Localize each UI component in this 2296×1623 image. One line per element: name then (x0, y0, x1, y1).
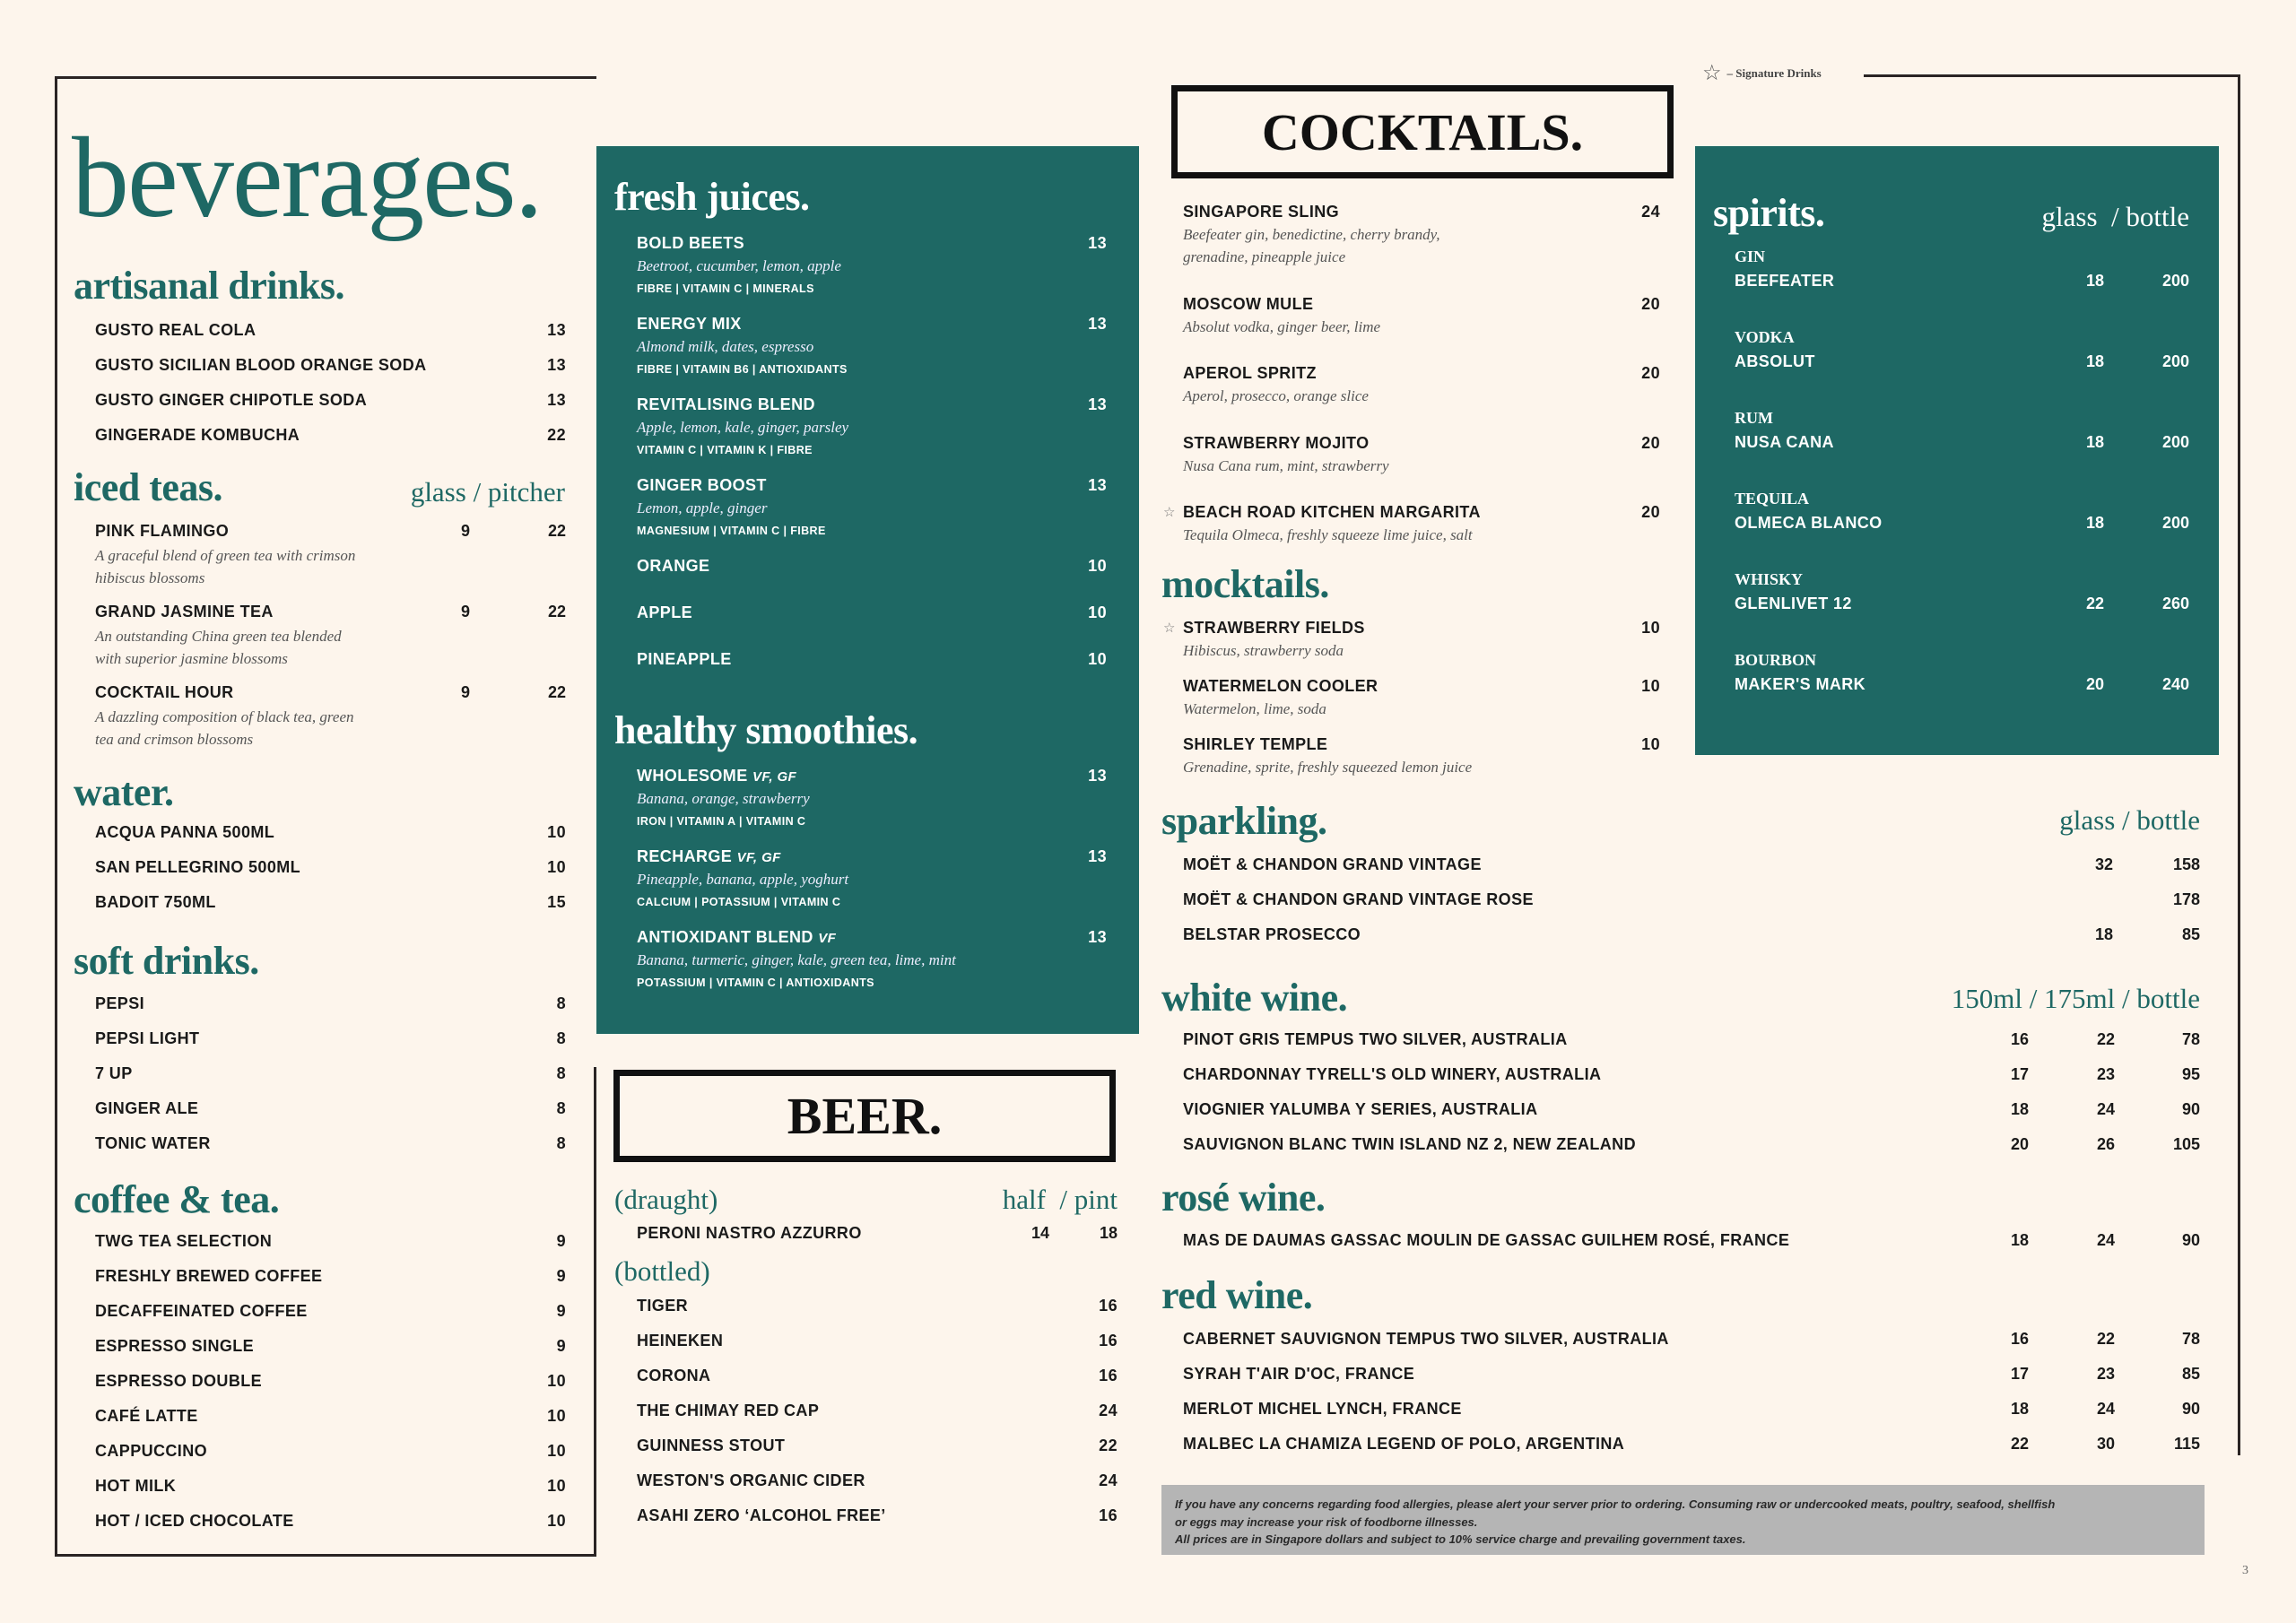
menu-item: MOËT & CHANDON GRAND VINTAGE ROSE (1183, 890, 1534, 908)
item-description: Apple, lemon, kale, ginger, parsley (637, 419, 849, 436)
price-glass: 20 (2085, 675, 2104, 693)
spirit-category: WHISKY (1735, 570, 1804, 588)
price: 10 (1641, 735, 1660, 753)
price-175ml: 26 (2096, 1135, 2115, 1153)
price-150ml: 16 (2010, 1330, 2029, 1348)
menu-item: BEEFEATER (1735, 272, 1835, 290)
menu-item: SINGAPORE SLING 24 (1183, 203, 1660, 221)
section-title-iced-teas: iced teas. (74, 465, 223, 509)
price-glass: 9 (460, 522, 470, 540)
price: 16 (1099, 1297, 1118, 1315)
menu-item: BELSTAR PROSECCO (1183, 925, 1361, 943)
price-pitcher: 22 (547, 683, 566, 701)
menu-item: RECHARGE VF, GF 13 (637, 847, 1107, 865)
price-glass: 18 (2085, 433, 2104, 451)
menu-item: CABERNET SAUVIGNON TEMPUS TWO SILVER, AUSTRALIA (1183, 1330, 1669, 1348)
item-description: A dazzling composition of black tea, green tea and crimson blossoms (95, 708, 354, 748)
section-title-smoothies: healthy smoothies. (614, 708, 918, 752)
price-150ml: 18 (2010, 1100, 2029, 1118)
price: 8 (556, 1134, 566, 1152)
menu-item: APEROL SPRITZ 20 (1183, 364, 1660, 382)
price-bottle: 260 (2161, 595, 2189, 612)
notice-line: If you have any concerns regarding food allergies, please alert your server prior to ordering. Consuming raw or undercooked meats, poultry, seafood, shellfish (1175, 1497, 2056, 1511)
menu-item: MOSCOW MULE 20 (1183, 295, 1660, 313)
section-title-soft-drinks: soft drinks. (74, 939, 259, 983)
price-175ml: 24 (2096, 1231, 2115, 1249)
price-175ml: 30 (2096, 1435, 2115, 1453)
star-icon: ☆ (1702, 61, 1722, 85)
menu-item: PINOT GRIS TEMPUS TWO SILVER, AUSTRALIA (1183, 1030, 1568, 1048)
menu-item: STRAWBERRY FIELDS 10 (1183, 619, 1660, 637)
price: 13 (547, 356, 566, 374)
menu-item: HEINEKEN 16 (637, 1332, 1118, 1350)
price-glass: 9 (460, 683, 470, 701)
price-bottle: 105 (2172, 1135, 2200, 1153)
menu-item: GUSTO SICILIAN BLOOD ORANGE SODA 13 (95, 356, 566, 374)
price: 10 (547, 1407, 566, 1425)
price-bottle: 178 (2172, 890, 2200, 908)
wine-unit: 150ml / 175ml / bottle (1951, 983, 2200, 1014)
menu-item: WESTON'S ORGANIC CIDER 24 (637, 1471, 1118, 1489)
cocktails-title: COCKTAILS. (1261, 102, 1584, 161)
menu-item: ENERGY MIX 13 (637, 315, 1107, 333)
price: 9 (556, 1267, 566, 1285)
price: 10 (1641, 619, 1660, 637)
price: 10 (547, 858, 566, 876)
notice-line: All prices are in Singapore dollars and subject to 10% service charge and prevailing government taxes. (1175, 1532, 1746, 1546)
price-bottle: 78 (2181, 1030, 2200, 1048)
menu-item: ABSOLUT (1735, 352, 1815, 370)
price-bottle: 85 (2181, 925, 2200, 943)
price-175ml: 23 (2096, 1065, 2115, 1083)
price-175ml: 23 (2096, 1365, 2115, 1383)
price-bottle: 200 (2161, 352, 2189, 370)
price: 13 (1088, 476, 1107, 494)
price: 9 (556, 1232, 566, 1250)
price: 20 (1641, 434, 1660, 452)
notice-line: or eggs may increase your risk of foodborne illnesses. (1175, 1515, 1478, 1529)
price: 20 (1641, 503, 1660, 521)
price-glass: 32 (2094, 855, 2113, 873)
item-description: Aperol, prosecco, orange slice (1183, 387, 1369, 404)
price: 22 (547, 426, 566, 444)
menu-item: 7 UP 8 (95, 1064, 566, 1082)
menu-item: PEPSI LIGHT 8 (95, 1029, 566, 1047)
price: 16 (1099, 1506, 1118, 1524)
cocktails-title-box (1171, 85, 1674, 178)
price-glass: 18 (2085, 514, 2104, 532)
menu-item: MAS DE DAUMAS GASSAC MOULIN DE GASSAC GUILHEM ROSÉ, FRANCE (1183, 1231, 1790, 1249)
price: 10 (1641, 677, 1660, 695)
price-glass: 18 (2085, 352, 2104, 370)
item-description: Grenadine, sprite, freshly squeezed lemon juice (1183, 759, 1473, 776)
section-title-white-wine: white wine. (1161, 976, 1348, 1020)
price-150ml: 18 (2010, 1400, 2029, 1418)
item-description: Hibiscus, strawberry soda (1183, 642, 1344, 659)
price-bottle: 200 (2161, 514, 2189, 532)
price-pint: 18 (1099, 1224, 1118, 1242)
menu-item: PEPSI 8 (95, 994, 566, 1012)
price-175ml: 22 (2096, 1330, 2115, 1348)
menu-item: GUSTO GINGER CHIPOTLE SODA 13 (95, 391, 566, 409)
price-bottle: 90 (2181, 1400, 2200, 1418)
item-description: Beefeater gin, benedictine, cherry brandy, grenadine, pineapple juice (1183, 226, 1440, 265)
menu-item: VIOGNIER YALUMBA Y SERIES, AUSTRALIA (1183, 1100, 1538, 1118)
beer-title-box (613, 1070, 1116, 1162)
price-150ml: 20 (2010, 1135, 2029, 1153)
menu-item: ASAHI ZERO ‘ALCOHOL FREE’ 16 (637, 1506, 1118, 1524)
price: 13 (1088, 928, 1107, 946)
menu-item: GLENLIVET 12 (1735, 595, 1852, 612)
nutrition-tags: MAGNESIUM | VITAMIN C | FIBRE (637, 525, 826, 537)
allergy-notice (1161, 1485, 2205, 1555)
item-description: Pineapple, banana, apple, yoghurt (637, 871, 849, 888)
price: 22 (1099, 1436, 1118, 1454)
price-bottle: 240 (2161, 675, 2189, 693)
menu-item: WATERMELON COOLER 10 (1183, 677, 1660, 695)
price: 20 (1641, 364, 1660, 382)
menu-item: PINEAPPLE 10 (637, 650, 1107, 668)
item-description: Lemon, apple, ginger (637, 499, 768, 516)
menu-item: SAN PELLEGRINO 500ML 10 (95, 858, 566, 876)
price-bottle: 158 (2172, 855, 2200, 873)
price: 8 (556, 994, 566, 1012)
price: 10 (1088, 557, 1107, 575)
item-description: An outstanding China green tea blended with superior jasmine blossoms (95, 628, 342, 667)
price: 13 (1088, 847, 1107, 865)
price-bottle: 115 (2173, 1435, 2200, 1453)
beer-title: BEER. (787, 1087, 943, 1145)
price: 10 (547, 1477, 566, 1495)
sparkling-unit: glass / bottle (2059, 804, 2200, 836)
price-bottle: 90 (2181, 1100, 2200, 1118)
menu-item: TIGER 16 (637, 1297, 1118, 1315)
nutrition-tags: VITAMIN C | VITAMIN K | FIBRE (637, 444, 813, 456)
item-description: Banana, turmeric, ginger, kale, green tea, lime, mint (637, 951, 956, 968)
price: 10 (1088, 650, 1107, 668)
price: 13 (1088, 767, 1107, 785)
price-half: 14 (1031, 1224, 1049, 1242)
menu-item: REVITALISING BLEND 13 (637, 395, 1107, 413)
price-150ml: 18 (2010, 1231, 2029, 1249)
price: 15 (547, 893, 566, 911)
section-title-coffee-tea: coffee & tea. (74, 1177, 280, 1221)
menu-item: DECAFFEINATED COFFEE 9 (95, 1302, 566, 1320)
right-page-frame-right (2238, 74, 2240, 1455)
price: 20 (1641, 295, 1660, 313)
menu-item: SYRAH T'AIR D'OC, FRANCE (1183, 1365, 1415, 1383)
menu-item: GINGER ALE 8 (95, 1099, 566, 1117)
price-pitcher: 22 (547, 522, 566, 540)
price-bottle: 85 (2181, 1365, 2200, 1383)
section-title-spirits: spirits. (1713, 191, 1825, 235)
menu-item: MALBEC LA CHAMIZA LEGEND OF POLO, ARGENTINA (1183, 1435, 1625, 1453)
menu-item: BEACH ROAD KITCHEN MARGARITA 20 (1183, 503, 1660, 521)
item-description: Tequila Olmeca, freshly squeeze lime juice, salt (1183, 526, 1473, 543)
menu-item: PINK FLAMINGO (95, 522, 230, 540)
nutrition-tags: FIBRE | VITAMIN C | MINERALS (637, 282, 814, 295)
item-description: Banana, orange, strawberry (637, 790, 810, 807)
menu-item: SHIRLEY TEMPLE 10 (1183, 735, 1660, 753)
price: 13 (547, 391, 566, 409)
price-175ml: 24 (2096, 1400, 2115, 1418)
signature-star-icon: ☆ (1163, 505, 1176, 520)
menu-item: GINGER BOOST 13 (637, 476, 1107, 494)
left-page-frame-right-edge (594, 1067, 596, 1557)
menu-item: GRAND JASMINE TEA (95, 603, 274, 621)
section-title-artisanal: artisanal drinks. (74, 264, 345, 308)
signature-star-icon: ☆ (1163, 621, 1176, 636)
price-glass: 22 (2085, 595, 2104, 612)
price-150ml: 22 (2010, 1435, 2029, 1453)
menu-item: BADOIT 750ML 15 (95, 893, 566, 911)
diet-badge: VF, GF (736, 850, 781, 865)
spirit-category: VODKA (1735, 328, 1795, 346)
menu-item: ESPRESSO SINGLE 9 (95, 1337, 566, 1355)
nutrition-tags: CALCIUM | POTASSIUM | VITAMIN C (637, 896, 841, 908)
page-number: 3 (2242, 1564, 2248, 1577)
price: 8 (556, 1029, 566, 1047)
price: 24 (1641, 203, 1660, 221)
menu-item: PERONI NASTRO AZZURRO (637, 1224, 862, 1242)
menu-item: THE CHIMAY RED CAP 24 (637, 1402, 1118, 1419)
menu-item: STRAWBERRY MOJITO 20 (1183, 434, 1660, 452)
section-title-water: water. (74, 770, 174, 814)
section-title-mocktails: mocktails. (1161, 562, 1329, 606)
draught-label: (draught) (614, 1184, 718, 1215)
spirits-unit: glass / bottle (2041, 201, 2189, 232)
section-title-fresh-juices: fresh juices. (614, 175, 810, 219)
price: 10 (547, 1372, 566, 1390)
item-description: Watermelon, lime, soda (1183, 700, 1326, 717)
price-bottle: 78 (2181, 1330, 2200, 1348)
price-175ml: 22 (2096, 1030, 2115, 1048)
price: 24 (1099, 1471, 1118, 1489)
price: 8 (556, 1099, 566, 1117)
legend-text: – Signature Drinks (1726, 66, 1822, 80)
menu-item: NUSA CANA (1735, 433, 1834, 451)
price-bottle: 95 (2181, 1065, 2200, 1083)
price: 16 (1099, 1332, 1118, 1350)
spirit-category: GIN (1735, 247, 1766, 265)
menu-item: HOT MILK 10 (95, 1477, 566, 1495)
price-bottle: 200 (2161, 272, 2189, 290)
menu-item: APPLE 10 (637, 603, 1107, 621)
price: 13 (1088, 315, 1107, 333)
spirit-category: BOURBON (1735, 651, 1817, 669)
price: 10 (547, 1512, 566, 1530)
menu-item: CORONA 16 (637, 1367, 1118, 1384)
bottled-label: (bottled) (614, 1255, 710, 1287)
diet-badge: VF, GF (752, 769, 797, 785)
price-150ml: 17 (2010, 1065, 2029, 1083)
menu-item: HOT / ICED CHOCOLATE 10 (95, 1512, 566, 1530)
menu-item: CAPPUCCINO 10 (95, 1442, 566, 1460)
menu-item: SAUVIGNON BLANC TWIN ISLAND NZ 2, NEW ZEALAND (1183, 1135, 1636, 1153)
price-bottle: 200 (2161, 433, 2189, 451)
price: 9 (556, 1337, 566, 1355)
item-description: Almond milk, dates, espresso (637, 338, 814, 355)
iced-teas-unit: glass / pitcher (410, 476, 565, 508)
price-150ml: 17 (2010, 1365, 2029, 1383)
price: 10 (547, 1442, 566, 1460)
signature-legend (1702, 63, 1822, 84)
section-title-red-wine: red wine. (1161, 1273, 1313, 1317)
price: 13 (1088, 395, 1107, 413)
price: 13 (547, 321, 566, 339)
spirit-category: TEQUILA (1735, 490, 1810, 508)
price-175ml: 24 (2096, 1100, 2115, 1118)
menu-item: BOLD BEETS 13 (637, 234, 1107, 252)
price-pitcher: 22 (547, 603, 566, 621)
beer-unit: half / pint (1002, 1184, 1118, 1215)
menu-item: GINGERADE KOMBUCHA 22 (95, 426, 566, 444)
price-glass: 18 (2085, 272, 2104, 290)
price-glass: 9 (460, 603, 470, 621)
menu-item: CHARDONNAY TYRELL'S OLD WINERY, AUSTRALIA (1183, 1065, 1602, 1083)
price-glass: 18 (2094, 925, 2113, 943)
page-title: beverages. (72, 114, 542, 241)
item-description: Absolut vodka, ginger beer, lime (1183, 318, 1381, 335)
right-page-frame-top (1864, 74, 2240, 77)
menu-item: FRESHLY BREWED COFFEE 9 (95, 1267, 566, 1285)
menu-item: GUINNESS STOUT 22 (637, 1436, 1118, 1454)
item-description: A graceful blend of green tea with crimson hibiscus blossoms (95, 547, 356, 586)
menu-item: GUSTO REAL COLA 13 (95, 321, 566, 339)
menu-item: TWG TEA SELECTION 9 (95, 1232, 566, 1250)
price: 8 (556, 1064, 566, 1082)
price: 10 (547, 823, 566, 841)
menu-item: MERLOT MICHEL LYNCH, FRANCE (1183, 1400, 1462, 1418)
section-title-rose-wine: rosé wine. (1161, 1176, 1326, 1219)
price: 13 (1088, 234, 1107, 252)
menu-item: OLMECA BLANCO (1735, 514, 1883, 532)
menu-item: COCKTAIL HOUR (95, 683, 234, 701)
price-150ml: 16 (2010, 1030, 2029, 1048)
menu-item: WHOLESOME VF, GF 13 (637, 767, 1107, 785)
diet-badge: VF (818, 931, 837, 946)
menu-item: ANTIOXIDANT BLEND VF 13 (637, 928, 1107, 946)
price: 24 (1099, 1402, 1118, 1419)
nutrition-tags: FIBRE | VITAMIN B6 | ANTIOXIDANTS (637, 363, 848, 376)
nutrition-tags: IRON | VITAMIN A | VITAMIN C (637, 815, 806, 828)
nutrition-tags: POTASSIUM | VITAMIN C | ANTIOXIDANTS (637, 976, 874, 989)
item-description: Nusa Cana rum, mint, strawberry (1183, 457, 1389, 474)
price: 9 (556, 1302, 566, 1320)
menu-item: ACQUA PANNA 500ML 10 (95, 823, 566, 841)
menu-item: CAFÉ LATTE 10 (95, 1407, 566, 1425)
menu-item: MOËT & CHANDON GRAND VINTAGE (1183, 855, 1482, 873)
section-title-sparkling: sparkling. (1161, 799, 1327, 843)
menu-item: ESPRESSO DOUBLE 10 (95, 1372, 566, 1390)
price: 10 (1088, 603, 1107, 621)
price: 16 (1099, 1367, 1118, 1384)
menu-item: MAKER'S MARK (1735, 675, 1866, 693)
spirit-category: RUM (1735, 409, 1773, 427)
price-bottle: 90 (2181, 1231, 2200, 1249)
menu-item: TONIC WATER 8 (95, 1134, 566, 1152)
menu-item: ORANGE 10 (637, 557, 1107, 575)
item-description: Beetroot, cucumber, lemon, apple (637, 257, 841, 274)
